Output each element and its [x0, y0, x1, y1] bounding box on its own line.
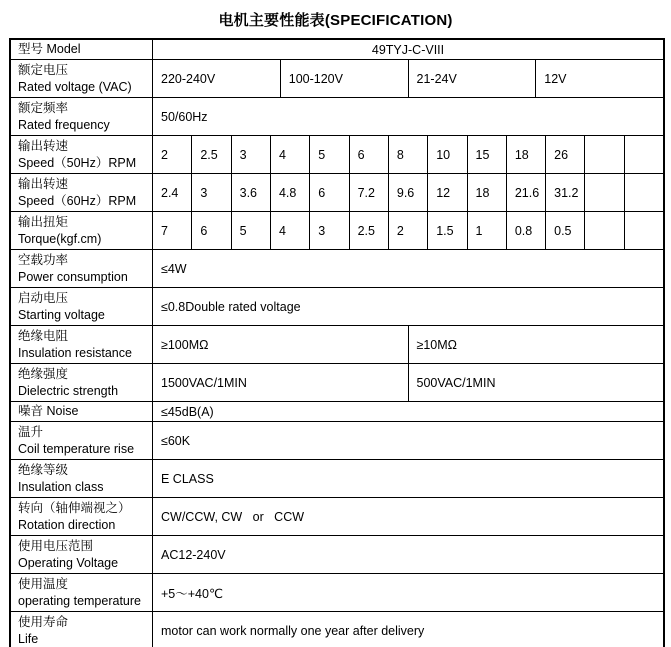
cell-rated-voltage-3: 12V	[535, 60, 663, 97]
cell-speed-50hz-12	[624, 136, 663, 173]
cell-torque-1: 6	[191, 212, 230, 249]
row-label-line: Rotation direction	[18, 517, 116, 532]
row-speed-60hz	[11, 173, 663, 211]
row-label-line: Coil temperature rise	[18, 441, 135, 456]
cell-speed-50hz-11	[584, 136, 623, 173]
cell-speed-50hz-4: 5	[309, 136, 348, 173]
row-label-line: Starting voltage	[18, 307, 105, 322]
row-label-power-consumption	[11, 250, 152, 287]
row-label-operating-temperature	[11, 574, 152, 611]
row-label-rated-voltage	[11, 60, 152, 97]
row-label-line: 型号 Model	[18, 42, 81, 56]
row-label-line: 启动电压	[18, 290, 69, 305]
row-torque	[11, 211, 663, 249]
row-label-line: Speed（50Hz）RPM	[18, 155, 137, 170]
cell-speed-50hz-10: 26	[545, 136, 584, 173]
row-label-line: 输出转速	[18, 138, 69, 153]
row-noise	[11, 401, 663, 421]
row-label-line: 使用电压范围	[18, 538, 94, 553]
row-label-line: 空载功率	[18, 252, 69, 267]
row-label-speed-50hz	[11, 136, 152, 173]
cell-speed-60hz-11	[584, 174, 623, 211]
cell-life-0: motor can work normally one year after delivery	[152, 612, 663, 647]
row-label-line: 噪音 Noise	[18, 404, 79, 418]
cell-torque-12	[624, 212, 663, 249]
row-label-line: Rated voltage (VAC)	[18, 79, 132, 94]
row-insulation-class	[11, 459, 663, 497]
row-label-line: 额定电压	[18, 62, 69, 77]
cell-torque-8: 1	[467, 212, 506, 249]
row-label-line: 绝缘电阻	[18, 328, 69, 343]
cell-model-0: 49TYJ-C-VIII	[152, 40, 663, 59]
row-label-line: Power consumption	[18, 269, 128, 284]
cell-speed-60hz-9: 21.6	[506, 174, 545, 211]
row-rated-frequency	[11, 97, 663, 135]
row-label-line: 使用寿命	[18, 614, 69, 629]
cell-torque-9: 0.8	[506, 212, 545, 249]
cell-dielectric-strength-1: 500VAC/1MIN	[408, 364, 664, 401]
row-coil-temperature-rise	[11, 421, 663, 459]
cell-torque-0: 7	[152, 212, 191, 249]
row-label-line: 额定频率	[18, 100, 69, 115]
cell-speed-50hz-1: 2.5	[191, 136, 230, 173]
cell-speed-60hz-4: 6	[309, 174, 348, 211]
row-label-insulation-class	[11, 460, 152, 497]
cell-speed-60hz-1: 3	[191, 174, 230, 211]
row-operating-voltage	[11, 535, 663, 573]
cell-insulation-resistance-0: ≥100MΩ	[152, 326, 408, 363]
row-label-line: 绝缘等级	[18, 462, 69, 477]
row-label-line: Dielectric strength	[18, 383, 119, 398]
row-label-line: 温升	[18, 424, 44, 439]
row-label-model	[11, 40, 152, 59]
spec-table	[9, 38, 665, 647]
cell-rated-voltage-2: 21-24V	[408, 60, 536, 97]
page-title: 电机主要性能表(SPECIFICATION)	[218, 12, 453, 29]
cell-speed-60hz-12	[624, 174, 663, 211]
cell-coil-temperature-rise-0: ≤60K	[152, 422, 663, 459]
row-label-line: Insulation class	[18, 479, 104, 494]
row-label-line: 转向（轴伸端视之）	[18, 500, 131, 515]
cell-noise-0: ≤45dB(A)	[152, 402, 663, 421]
row-label-line: Insulation resistance	[18, 345, 132, 360]
cell-torque-5: 2.5	[349, 212, 388, 249]
cell-speed-50hz-7: 10	[427, 136, 466, 173]
cell-speed-50hz-8: 15	[467, 136, 506, 173]
row-rotation-direction	[11, 497, 663, 535]
cell-speed-50hz-2: 3	[231, 136, 270, 173]
row-label-line: Life	[18, 631, 39, 646]
row-label-line: Speed（60Hz）RPM	[18, 193, 137, 208]
cell-torque-7: 1.5	[427, 212, 466, 249]
cell-speed-60hz-0: 2.4	[152, 174, 191, 211]
cell-speed-50hz-9: 18	[506, 136, 545, 173]
row-label-speed-60hz	[11, 174, 152, 211]
row-label-line: 绝缘强度	[18, 366, 69, 381]
row-label-line: 输出转速	[18, 176, 69, 191]
row-label-starting-voltage	[11, 288, 152, 325]
row-label-line: operating temperature	[18, 593, 141, 608]
row-label-line: Operating Voltage	[18, 555, 119, 570]
cell-operating-voltage-0: AC12-240V	[152, 536, 663, 573]
row-starting-voltage	[11, 287, 663, 325]
cell-torque-10: 0.5	[545, 212, 584, 249]
row-model	[11, 40, 663, 59]
cell-power-consumption-0: ≤4W	[152, 250, 663, 287]
cell-speed-50hz-0: 2	[152, 136, 191, 173]
row-label-rated-frequency	[11, 98, 152, 135]
cell-insulation-resistance-1: ≥10MΩ	[408, 326, 664, 363]
cell-speed-60hz-5: 7.2	[349, 174, 388, 211]
row-label-line: 输出扭矩	[18, 214, 69, 229]
row-label-operating-voltage	[11, 536, 152, 573]
cell-speed-60hz-10: 31.2	[545, 174, 584, 211]
row-label-coil-temperature-rise	[11, 422, 152, 459]
row-label-rotation-direction	[11, 498, 152, 535]
cell-torque-6: 2	[388, 212, 427, 249]
cell-speed-60hz-6: 9.6	[388, 174, 427, 211]
cell-speed-50hz-6: 8	[388, 136, 427, 173]
cell-operating-temperature-0: +5～+40℃	[152, 574, 663, 611]
cell-dielectric-strength-0: 1500VAC/1MIN	[152, 364, 408, 401]
row-life	[11, 611, 663, 647]
cell-speed-50hz-5: 6	[349, 136, 388, 173]
cell-speed-60hz-8: 18	[467, 174, 506, 211]
row-label-life	[11, 612, 152, 647]
row-label-line: 使用温度	[18, 576, 69, 591]
cell-rotation-direction-0: CW/CCW, CW or CCW	[152, 498, 663, 535]
cell-torque-2: 5	[231, 212, 270, 249]
cell-rated-voltage-0: 220-240V	[152, 60, 280, 97]
row-label-torque	[11, 212, 152, 249]
row-insulation-resistance	[11, 325, 663, 363]
cell-rated-voltage-1: 100-120V	[280, 60, 408, 97]
row-label-insulation-resistance	[11, 326, 152, 363]
row-dielectric-strength	[11, 363, 663, 401]
row-speed-50hz	[11, 135, 663, 173]
cell-torque-4: 3	[309, 212, 348, 249]
row-label-noise	[11, 402, 152, 421]
cell-speed-50hz-3: 4	[270, 136, 309, 173]
cell-starting-voltage-0: ≤0.8Double rated voltage	[152, 288, 663, 325]
cell-speed-60hz-2: 3.6	[231, 174, 270, 211]
row-label-dielectric-strength	[11, 364, 152, 401]
row-power-consumption	[11, 249, 663, 287]
cell-torque-3: 4	[270, 212, 309, 249]
cell-speed-60hz-7: 12	[427, 174, 466, 211]
cell-torque-11	[584, 212, 623, 249]
row-operating-temperature	[11, 573, 663, 611]
cell-rated-frequency-0: 50/60Hz	[152, 98, 663, 135]
row-label-line: Rated frequency	[18, 117, 110, 132]
cell-insulation-class-0: E CLASS	[152, 460, 663, 497]
cell-speed-60hz-3: 4.8	[270, 174, 309, 211]
row-label-line: Torque(kgf.cm)	[18, 231, 102, 246]
row-rated-voltage	[11, 59, 663, 97]
